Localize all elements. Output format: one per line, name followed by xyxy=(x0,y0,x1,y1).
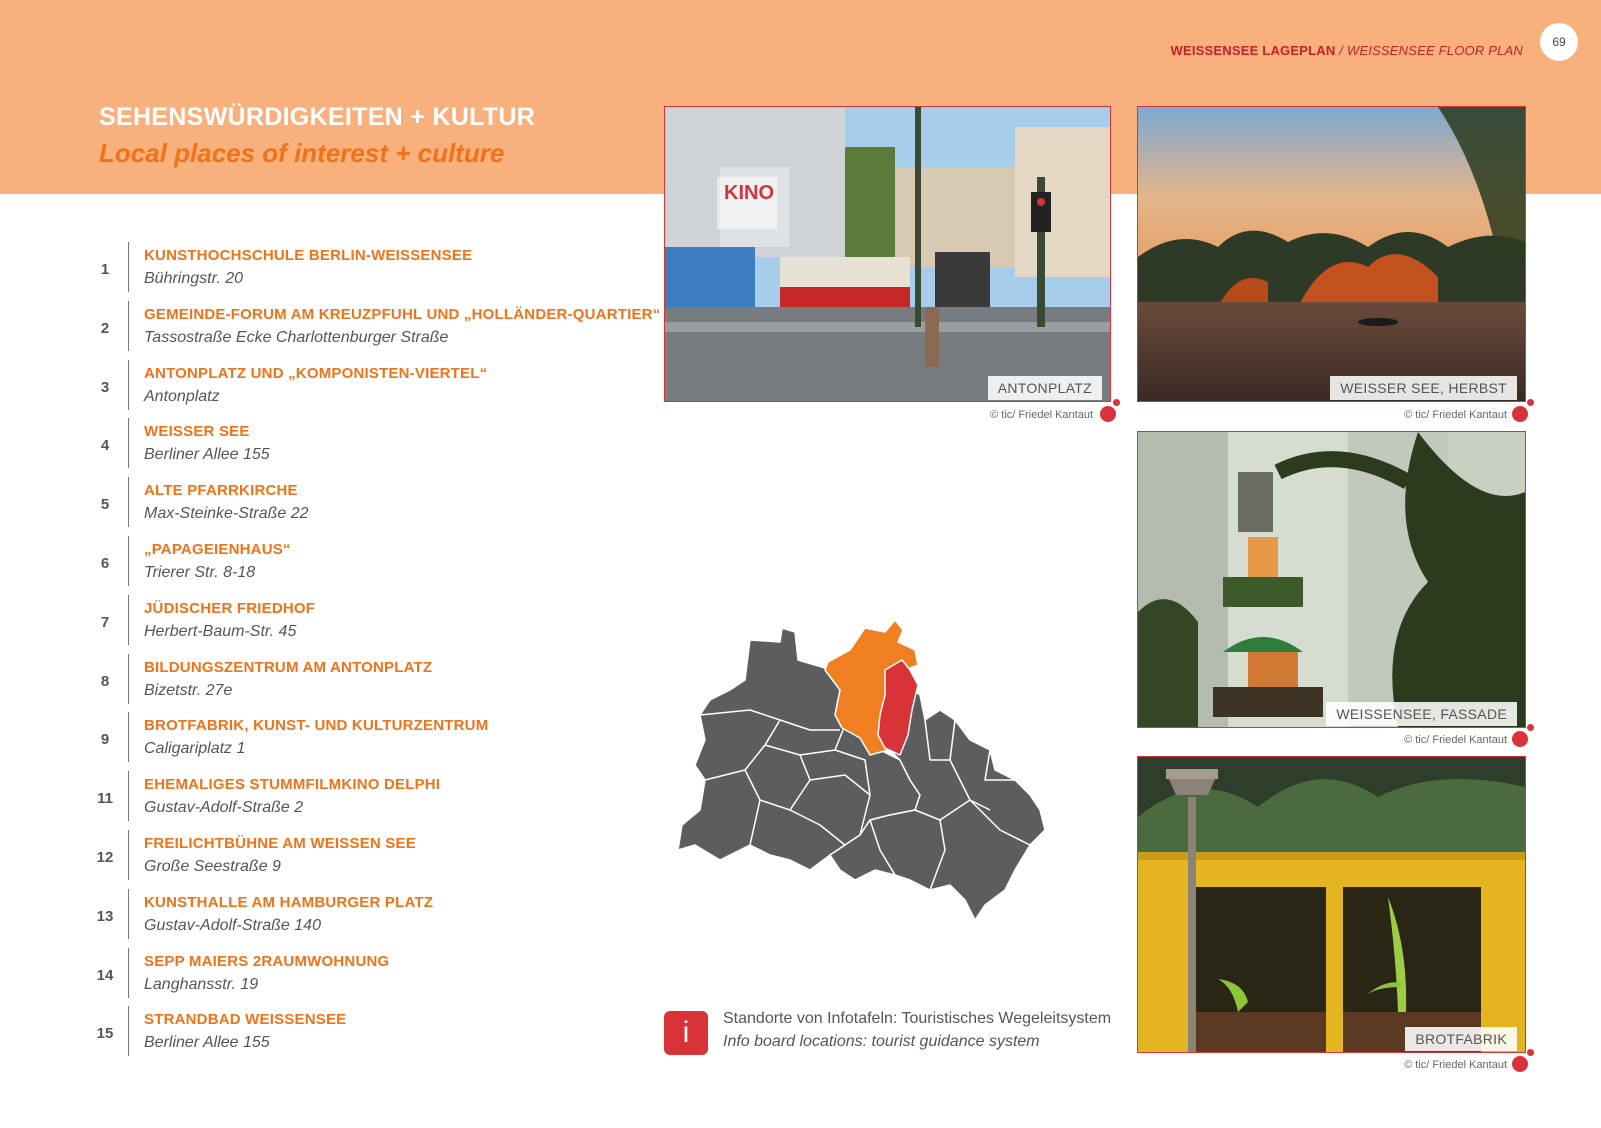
place-name: GEMEINDE-FORUM AM KREUZPFUHL UND „HOLLÄNDER-QUARTIER“ xyxy=(144,305,661,323)
place-address: Tassostraße Ecke Charlottenburger Straße xyxy=(144,328,449,346)
info-text-en: Info board locations: tourist guidance system xyxy=(723,1033,1040,1050)
list-item xyxy=(90,304,661,363)
place-address: Max-Steinke-Straße 22 xyxy=(144,505,309,523)
section-header: WEISSENSEE LAGEPLAN / WEISSENSEE FLOOR PLAN xyxy=(1170,43,1523,58)
page-subtitle: Local places of interest + culture xyxy=(99,138,505,168)
place-number: 8 xyxy=(100,672,110,690)
list-item xyxy=(90,657,630,716)
place-name: ALTE PFARRKIRCHE xyxy=(144,482,298,500)
place-address: Große Seestraße 9 xyxy=(144,857,281,875)
photo-brotfabrik xyxy=(1137,756,1526,1053)
place-number: 12 xyxy=(96,848,114,866)
credit-dot xyxy=(1512,1056,1528,1072)
places-list xyxy=(90,245,661,1068)
divider xyxy=(128,477,129,527)
place-name: EHEMALIGES STUMMFILMKINO DELPHI xyxy=(144,776,441,794)
list-item xyxy=(90,598,630,657)
divider xyxy=(128,595,129,645)
place-number: 6 xyxy=(100,554,110,572)
place-name: STRANDBAD WEISSENSEE xyxy=(144,1011,347,1029)
place-number: 1 xyxy=(100,261,110,278)
fassade-image xyxy=(1138,432,1525,727)
divider xyxy=(128,1006,129,1056)
divider xyxy=(128,830,129,880)
list-item xyxy=(90,421,630,480)
weisser-see-image xyxy=(1138,107,1525,401)
place-address: Antonplatz xyxy=(144,387,220,405)
divider xyxy=(128,536,129,586)
caption-dot xyxy=(1113,399,1120,406)
caption-dot xyxy=(1527,724,1534,731)
divider xyxy=(128,889,129,939)
place-name: JÜDISCHER FRIEDHOF xyxy=(144,599,316,617)
place-address: Gustav-Adolf-Straße 140 xyxy=(144,916,321,934)
photo-caption-brotfabrik: BROTFABRIK xyxy=(1405,1027,1517,1051)
photo-credit-brotfabrik: © tic/ Friedel Kantaut xyxy=(1404,1059,1507,1071)
divider xyxy=(128,418,129,468)
credit-dot xyxy=(1512,406,1528,422)
place-address: Gustav-Adolf-Straße 2 xyxy=(144,799,304,817)
place-number: 15 xyxy=(96,1025,114,1043)
place-name: KUNSTHOCHSCHULE BERLIN-WEISSENSEE xyxy=(144,247,473,264)
list-item xyxy=(90,245,630,304)
list-item xyxy=(90,480,630,539)
photo-credit-weisser-see: © tic/ Friedel Kantaut xyxy=(1404,409,1507,421)
photo-credit-fassade: © tic/ Friedel Kantaut xyxy=(1404,734,1507,746)
place-name: SEPP MAIERS 2RAUMWOHNUNG xyxy=(144,952,390,970)
place-number: 11 xyxy=(97,790,113,808)
place-number: 3 xyxy=(100,378,110,396)
list-item xyxy=(90,363,630,422)
place-name: WEISSER SEE xyxy=(144,423,250,441)
credit-dot xyxy=(1512,731,1528,747)
caption-dot xyxy=(1527,1049,1534,1056)
page-title: SEHENSWÜRDIGKEITEN + KULTUR xyxy=(99,103,536,131)
list-item xyxy=(90,892,630,951)
credit-dot xyxy=(1100,406,1116,422)
photo-credit-antonplatz: © tic/ Friedel Kantaut xyxy=(990,409,1093,421)
list-item xyxy=(90,1009,630,1068)
place-name: FREILICHTBÜHNE AM WEISSEN SEE xyxy=(144,834,416,852)
place-address: Bühringstr. 20 xyxy=(144,270,244,287)
berlin-district-map xyxy=(670,620,1070,960)
photo-fassade xyxy=(1137,431,1526,728)
place-number: 4 xyxy=(100,437,110,455)
place-name: ANTONPLATZ UND „KOMPONISTEN-VIERTEL“ xyxy=(144,364,488,382)
divider xyxy=(128,301,129,351)
place-number: 7 xyxy=(100,613,110,631)
divider xyxy=(128,948,129,998)
divider xyxy=(128,242,129,292)
place-name: KUNSTHALLE AM HAMBURGER PLATZ xyxy=(144,893,434,911)
place-name: „PAPAGEIENHAUS“ xyxy=(144,540,291,558)
list-item xyxy=(90,774,630,833)
place-address: Bizetstr. 27e xyxy=(144,681,233,699)
divider xyxy=(128,360,129,410)
place-name: BILDUNGSZENTRUM AM ANTONPLATZ xyxy=(144,658,433,676)
info-icon: i xyxy=(664,1011,708,1055)
place-address: Berliner Allee 155 xyxy=(144,446,270,464)
place-number: 13 xyxy=(96,907,114,925)
divider xyxy=(128,654,129,704)
list-item xyxy=(90,715,630,774)
place-address: Berliner Allee 155 xyxy=(144,1034,270,1052)
list-item xyxy=(90,539,630,598)
photo-antonplatz xyxy=(664,106,1111,402)
place-number: 2 xyxy=(100,319,110,337)
kino-sign: KINO xyxy=(724,182,774,204)
place-address: Langhansstr. 19 xyxy=(144,975,259,993)
place-number: 9 xyxy=(100,731,110,749)
photo-weisser-see xyxy=(1137,106,1526,402)
brotfabrik-image xyxy=(1138,757,1525,1052)
page-number: 69 xyxy=(1540,23,1578,61)
caption-dot xyxy=(1527,399,1534,406)
place-address: Caligariplatz 1 xyxy=(144,740,246,758)
place-address: Trierer Str. 8-18 xyxy=(144,563,256,581)
place-name: BROTFABRIK, KUNST- UND KULTURZENTRUM xyxy=(144,717,489,735)
divider xyxy=(128,771,129,821)
place-address: Herbert-Baum-Str. 45 xyxy=(144,622,297,640)
antonplatz-image xyxy=(665,107,1110,401)
place-number: 5 xyxy=(100,496,110,514)
photo-caption-antonplatz: ANTONPLATZ xyxy=(988,376,1102,400)
photo-caption-weisser-see: WEISSER SEE, HERBST xyxy=(1330,376,1517,400)
info-text-de: Standorte von Infotafeln: Touristisches Wegeleitsystem xyxy=(723,1010,1112,1027)
list-item xyxy=(90,951,630,1010)
place-number: 14 xyxy=(96,966,114,984)
photo-caption-fassade: WEISSENSEE, FASSADE xyxy=(1326,702,1517,726)
list-item xyxy=(90,833,630,892)
divider xyxy=(128,712,129,762)
